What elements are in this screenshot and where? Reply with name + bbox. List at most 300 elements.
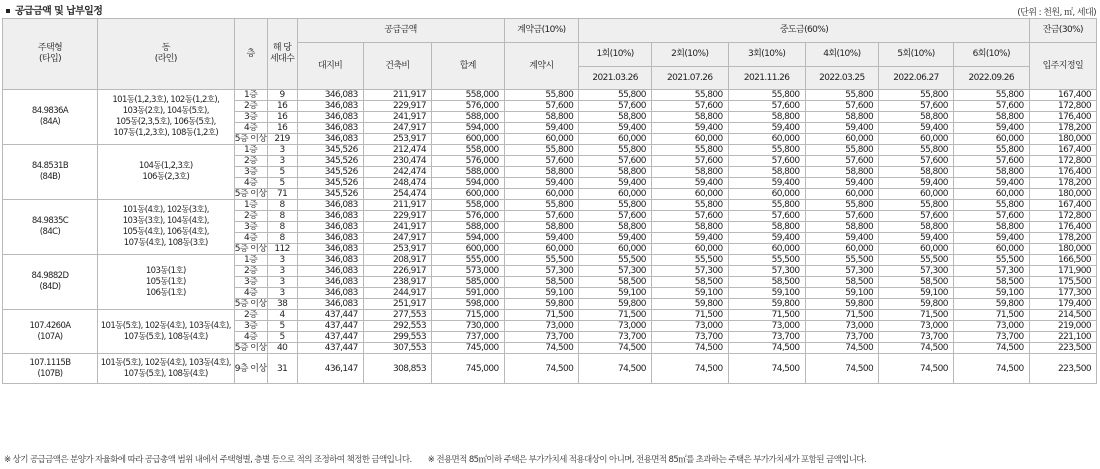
table-row bbox=[3, 310, 1097, 321]
floor-cell: 5층 이상 bbox=[234, 343, 267, 353]
amount-cell: 58,800 bbox=[805, 167, 879, 178]
amount-cell: 55,800 bbox=[879, 145, 954, 156]
households-cell: 4 bbox=[267, 310, 297, 321]
floor-cell: 4층 bbox=[234, 288, 267, 299]
amount-cell: 59,400 bbox=[579, 178, 652, 189]
amount-cell: 598,000 bbox=[432, 299, 505, 310]
amount-cell: 59,400 bbox=[953, 178, 1029, 189]
floor-cell: 2층 bbox=[234, 156, 267, 167]
amount-cell: 58,800 bbox=[504, 112, 579, 123]
amount-cell: 555,000 bbox=[432, 255, 505, 266]
unit-note: (단위 : 천원, ㎡, 세대) bbox=[1017, 8, 1096, 18]
amount-cell: 59,100 bbox=[728, 288, 805, 299]
amount-cell: 59,400 bbox=[504, 123, 579, 134]
amount-cell: 180,000 bbox=[1029, 134, 1096, 145]
amount-cell: 55,800 bbox=[879, 200, 954, 211]
amount-cell: 74,500 bbox=[651, 343, 728, 354]
amount-cell: 558,000 bbox=[432, 90, 505, 101]
amount-cell: 179,400 bbox=[1029, 299, 1096, 310]
amount-cell: 60,000 bbox=[728, 244, 805, 255]
header-middle-payment: 중도금(60%) bbox=[579, 19, 1029, 43]
amount-cell: 57,300 bbox=[504, 266, 579, 277]
floor-cell: 3층 bbox=[234, 167, 267, 178]
amount-cell: 59,400 bbox=[579, 123, 652, 134]
amount-cell: 57,600 bbox=[953, 211, 1029, 222]
amount-cell: 58,800 bbox=[579, 167, 652, 178]
amount-cell: 346,083 bbox=[297, 277, 363, 288]
table-header bbox=[3, 19, 1097, 90]
table-row bbox=[3, 145, 1097, 156]
households-cell: 8 bbox=[267, 200, 297, 211]
floor-cell: 1층 bbox=[234, 255, 267, 266]
amount-cell: 59,100 bbox=[579, 288, 652, 299]
amount-cell: 60,000 bbox=[651, 189, 728, 200]
amount-cell: 60,000 bbox=[805, 189, 879, 200]
amount-cell: 73,700 bbox=[651, 332, 728, 343]
amount-cell: 345,526 bbox=[297, 178, 363, 189]
amount-cell: 59,400 bbox=[953, 233, 1029, 244]
amount-cell: 60,000 bbox=[728, 134, 805, 145]
amount-cell: 73,700 bbox=[504, 332, 579, 343]
amount-cell: 73,700 bbox=[728, 332, 805, 343]
amount-cell: 346,083 bbox=[297, 101, 363, 112]
households-cell: 219 bbox=[267, 134, 297, 145]
table-row bbox=[3, 90, 1097, 101]
header-installment-1: 1회(10%) bbox=[579, 43, 652, 67]
amount-cell: 59,800 bbox=[879, 299, 954, 310]
amount-cell: 58,800 bbox=[879, 167, 954, 178]
amount-cell: 59,400 bbox=[728, 178, 805, 189]
amount-cell: 55,800 bbox=[728, 90, 805, 101]
amount-cell: 73,000 bbox=[728, 321, 805, 332]
table-row bbox=[3, 200, 1097, 211]
amount-cell: 73,000 bbox=[805, 321, 879, 332]
households-cell: 5 bbox=[267, 167, 297, 178]
amount-cell: 211,917 bbox=[363, 90, 431, 101]
amount-cell: 59,800 bbox=[805, 299, 879, 310]
housing-type-cell bbox=[3, 354, 98, 384]
amount-cell: 346,083 bbox=[297, 233, 363, 244]
amount-cell: 600,000 bbox=[432, 244, 505, 255]
amount-cell: 167,400 bbox=[1029, 90, 1096, 101]
amount-cell: 58,500 bbox=[651, 277, 728, 288]
amount-cell: 57,300 bbox=[805, 266, 879, 277]
amount-cell: 180,000 bbox=[1029, 189, 1096, 200]
households-cell: 16 bbox=[267, 112, 297, 123]
amount-cell: 172,800 bbox=[1029, 101, 1096, 112]
households-cell: 38 bbox=[267, 299, 297, 310]
header-households bbox=[267, 19, 297, 90]
header-installment-2: 2회(10%) bbox=[651, 43, 728, 67]
amount-cell: 58,800 bbox=[579, 112, 652, 123]
amount-cell: 55,800 bbox=[728, 200, 805, 211]
building-line-text: 101동(5호), 102동(4호), 103동(4호), 107동(5호), 108동(4호) bbox=[100, 357, 231, 379]
amount-cell: 55,500 bbox=[953, 255, 1029, 266]
amount-cell: 167,400 bbox=[1029, 145, 1096, 156]
amount-cell: 172,800 bbox=[1029, 156, 1096, 167]
amount-cell: 346,083 bbox=[297, 244, 363, 255]
amount-cell: 60,000 bbox=[579, 134, 652, 145]
floor-cell: 2층 bbox=[234, 310, 267, 321]
amount-cell: 71,500 bbox=[504, 310, 579, 321]
amount-cell: 58,800 bbox=[805, 112, 879, 123]
header-deposit-timing: 계약시 bbox=[504, 43, 579, 90]
amount-cell: 58,500 bbox=[728, 277, 805, 288]
amount-cell: 55,800 bbox=[504, 145, 579, 156]
amount-cell: 58,500 bbox=[879, 277, 954, 288]
housing-type-text: 107.4260A (107A) bbox=[29, 320, 71, 342]
amount-cell: 58,800 bbox=[953, 112, 1029, 123]
amount-cell: 346,083 bbox=[297, 266, 363, 277]
amount-cell: 715,000 bbox=[432, 310, 505, 321]
amount-cell: 178,200 bbox=[1029, 233, 1096, 244]
amount-cell: 73,700 bbox=[579, 332, 652, 343]
amount-cell: 60,000 bbox=[651, 244, 728, 255]
amount-cell: 74,500 bbox=[504, 343, 579, 354]
housing-type-cell bbox=[3, 310, 98, 354]
header-construction-cost: 건축비 bbox=[363, 43, 431, 90]
amount-cell: 55,800 bbox=[805, 200, 879, 211]
amount-cell: 55,800 bbox=[651, 145, 728, 156]
households-cell: 16 bbox=[267, 101, 297, 112]
floor-cell: 1층 bbox=[234, 90, 267, 101]
table-body bbox=[3, 90, 1097, 384]
building-line-text: 101동(1,2,3호), 102동(1,2호), 103동(2호), 104동(5호), 105동(2,3,5호), 106동(5호), 107동(1,2,3호), 108동(1,2호) bbox=[112, 95, 220, 138]
amount-cell: 60,000 bbox=[579, 189, 652, 200]
amount-cell: 345,526 bbox=[297, 156, 363, 167]
amount-cell: 60,000 bbox=[504, 134, 579, 145]
amount-cell: 60,000 bbox=[805, 244, 879, 255]
floor-cell: 2층 bbox=[234, 101, 267, 112]
amount-cell: 58,800 bbox=[953, 222, 1029, 233]
amount-cell: 211,917 bbox=[363, 200, 431, 211]
amount-cell: 59,400 bbox=[805, 233, 879, 244]
amount-cell: 59,400 bbox=[651, 233, 728, 244]
amount-cell: 59,400 bbox=[728, 233, 805, 244]
amount-cell: 346,083 bbox=[297, 200, 363, 211]
amount-cell: 576,000 bbox=[432, 211, 505, 222]
amount-cell: 594,000 bbox=[432, 123, 505, 134]
amount-cell: 74,500 bbox=[579, 343, 652, 354]
amount-cell: 74,500 bbox=[728, 354, 805, 384]
amount-cell: 57,600 bbox=[651, 101, 728, 112]
amount-cell: 600,000 bbox=[432, 189, 505, 200]
amount-cell: 436,147 bbox=[297, 354, 363, 384]
amount-cell: 59,100 bbox=[805, 288, 879, 299]
floor-cell: 5층 이상 bbox=[234, 299, 267, 309]
amount-cell: 346,083 bbox=[297, 255, 363, 266]
amount-cell: 55,800 bbox=[728, 145, 805, 156]
amount-cell: 73,000 bbox=[651, 321, 728, 332]
amount-cell: 55,800 bbox=[579, 145, 652, 156]
amount-cell: 230,474 bbox=[363, 156, 431, 167]
amount-cell: 576,000 bbox=[432, 156, 505, 167]
amount-cell: 214,500 bbox=[1029, 310, 1096, 321]
households-cell: 71 bbox=[267, 189, 297, 200]
amount-cell: 57,600 bbox=[728, 211, 805, 222]
amount-cell: 277,553 bbox=[363, 310, 431, 321]
amount-cell: 55,800 bbox=[953, 200, 1029, 211]
households-cell: 16 bbox=[267, 123, 297, 134]
floor-cell: 4층 bbox=[234, 178, 267, 189]
amount-cell: 242,474 bbox=[363, 167, 431, 178]
amount-cell: 60,000 bbox=[579, 244, 652, 255]
amount-cell: 58,500 bbox=[504, 277, 579, 288]
amount-cell: 57,300 bbox=[953, 266, 1029, 277]
price-schedule-table bbox=[2, 18, 1097, 384]
amount-cell: 59,400 bbox=[651, 123, 728, 134]
amount-cell: 437,447 bbox=[297, 321, 363, 332]
households-cell: 31 bbox=[267, 354, 297, 384]
amount-cell: 219,000 bbox=[1029, 321, 1096, 332]
amount-cell: 55,500 bbox=[579, 255, 652, 266]
amount-cell: 745,000 bbox=[432, 354, 505, 384]
amount-cell: 600,000 bbox=[432, 134, 505, 145]
amount-cell: 437,447 bbox=[297, 343, 363, 354]
amount-cell: 71,500 bbox=[651, 310, 728, 321]
amount-cell: 71,500 bbox=[728, 310, 805, 321]
amount-cell: 437,447 bbox=[297, 332, 363, 343]
building-line-cell bbox=[97, 200, 234, 255]
amount-cell: 178,200 bbox=[1029, 123, 1096, 134]
header-building-text: 동 (라인) bbox=[154, 43, 177, 64]
amount-cell: 238,917 bbox=[363, 277, 431, 288]
amount-cell: 60,000 bbox=[953, 244, 1029, 255]
amount-cell: 58,800 bbox=[728, 222, 805, 233]
amount-cell: 588,000 bbox=[432, 222, 505, 233]
floor-cell: 5층 이상 bbox=[234, 189, 267, 199]
amount-cell: 74,500 bbox=[728, 343, 805, 354]
floor-cell: 9층 이상 bbox=[234, 354, 267, 384]
housing-type-text: 84.9835C (84C) bbox=[31, 216, 69, 237]
amount-cell: 59,400 bbox=[879, 178, 954, 189]
header-installment-4-date: 2022.03.25 bbox=[805, 67, 879, 90]
floor-cell: 5층 이상 bbox=[234, 134, 267, 144]
floor-cell: 3층 bbox=[234, 321, 267, 332]
floor-cell: 3층 bbox=[234, 112, 267, 123]
amount-cell: 60,000 bbox=[651, 134, 728, 145]
header-floor: 층 bbox=[234, 19, 267, 90]
amount-cell: 60,000 bbox=[879, 189, 954, 200]
amount-cell: 55,800 bbox=[953, 90, 1029, 101]
amount-cell: 55,800 bbox=[805, 145, 879, 156]
header-households-text: 해 당 세대수 bbox=[269, 43, 295, 64]
housing-type-text: 107.1115B (107B) bbox=[29, 357, 71, 379]
amount-cell: 74,500 bbox=[504, 354, 579, 384]
amount-cell: 594,000 bbox=[432, 233, 505, 244]
amount-cell: 60,000 bbox=[805, 134, 879, 145]
amount-cell: 59,400 bbox=[879, 233, 954, 244]
amount-cell: 737,000 bbox=[432, 332, 505, 343]
amount-cell: 172,800 bbox=[1029, 211, 1096, 222]
amount-cell: 73,000 bbox=[504, 321, 579, 332]
header-balance: 잔금(30%) bbox=[1029, 19, 1096, 43]
amount-cell: 248,474 bbox=[363, 178, 431, 189]
amount-cell: 55,500 bbox=[879, 255, 954, 266]
amount-cell: 57,600 bbox=[504, 156, 579, 167]
amount-cell: 591,000 bbox=[432, 288, 505, 299]
amount-cell: 178,200 bbox=[1029, 178, 1096, 189]
amount-cell: 59,400 bbox=[504, 233, 579, 244]
amount-cell: 573,000 bbox=[432, 266, 505, 277]
amount-cell: 58,500 bbox=[579, 277, 652, 288]
amount-cell: 60,000 bbox=[504, 244, 579, 255]
header-installment-6: 6회(10%) bbox=[953, 43, 1029, 67]
amount-cell: 308,853 bbox=[363, 354, 431, 384]
amount-cell: 74,500 bbox=[879, 354, 954, 384]
amount-cell: 229,917 bbox=[363, 101, 431, 112]
floor-cell: 4층 bbox=[234, 123, 267, 134]
households-cell: 5 bbox=[267, 178, 297, 189]
amount-cell: 60,000 bbox=[879, 134, 954, 145]
header-building bbox=[97, 19, 234, 90]
amount-cell: 346,083 bbox=[297, 211, 363, 222]
amount-cell: 57,300 bbox=[728, 266, 805, 277]
housing-type-text: 84.9882D (84D) bbox=[31, 271, 69, 292]
amount-cell: 588,000 bbox=[432, 167, 505, 178]
amount-cell: 167,400 bbox=[1029, 200, 1096, 211]
amount-cell: 57,600 bbox=[879, 101, 954, 112]
amount-cell: 58,800 bbox=[879, 222, 954, 233]
header-installment-1-date: 2021.03.26 bbox=[579, 67, 652, 90]
amount-cell: 59,400 bbox=[728, 123, 805, 134]
header-installment-4: 4회(10%) bbox=[805, 43, 879, 67]
header-installment-5-date: 2022.06.27 bbox=[879, 67, 954, 90]
amount-cell: 58,800 bbox=[651, 112, 728, 123]
amount-cell: 71,500 bbox=[579, 310, 652, 321]
header-housing-type-text: 주택형 (타입) bbox=[37, 43, 63, 64]
amount-cell: 74,500 bbox=[805, 354, 879, 384]
amount-cell: 208,917 bbox=[363, 255, 431, 266]
amount-cell: 345,526 bbox=[297, 167, 363, 178]
amount-cell: 58,800 bbox=[805, 222, 879, 233]
amount-cell: 253,917 bbox=[363, 134, 431, 145]
amount-cell: 55,800 bbox=[504, 90, 579, 101]
amount-cell: 57,600 bbox=[953, 101, 1029, 112]
amount-cell: 58,800 bbox=[579, 222, 652, 233]
amount-cell: 74,500 bbox=[651, 354, 728, 384]
amount-cell: 176,400 bbox=[1029, 222, 1096, 233]
header-supply-price: 공급금액 bbox=[297, 19, 504, 43]
households-cell: 8 bbox=[267, 211, 297, 222]
housing-type-cell bbox=[3, 200, 98, 255]
amount-cell: 745,000 bbox=[432, 343, 505, 354]
amount-cell: 175,500 bbox=[1029, 277, 1096, 288]
amount-cell: 71,500 bbox=[805, 310, 879, 321]
amount-cell: 74,500 bbox=[953, 354, 1029, 384]
amount-cell: 58,800 bbox=[504, 167, 579, 178]
footnotes bbox=[4, 453, 866, 465]
amount-cell: 346,083 bbox=[297, 134, 363, 145]
amount-cell: 241,917 bbox=[363, 112, 431, 123]
floor-cell: 5층 이상 bbox=[234, 244, 267, 254]
households-cell: 3 bbox=[267, 255, 297, 266]
households-cell: 3 bbox=[267, 156, 297, 167]
header-land-cost: 대지비 bbox=[297, 43, 363, 90]
amount-cell: 73,000 bbox=[953, 321, 1029, 332]
header-installment-3-date: 2021.11.26 bbox=[728, 67, 805, 90]
amount-cell: 57,600 bbox=[504, 211, 579, 222]
amount-cell: 346,083 bbox=[297, 222, 363, 233]
amount-cell: 57,600 bbox=[805, 101, 879, 112]
amount-cell: 55,800 bbox=[651, 200, 728, 211]
amount-cell: 58,500 bbox=[805, 277, 879, 288]
building-line-cell bbox=[97, 90, 234, 145]
amount-cell: 558,000 bbox=[432, 200, 505, 211]
header-installment-3: 3회(10%) bbox=[728, 43, 805, 67]
amount-cell: 57,600 bbox=[728, 156, 805, 167]
amount-cell: 57,600 bbox=[651, 211, 728, 222]
amount-cell: 73,700 bbox=[805, 332, 879, 343]
amount-cell: 55,800 bbox=[953, 145, 1029, 156]
amount-cell: 57,600 bbox=[651, 156, 728, 167]
amount-cell: 59,800 bbox=[651, 299, 728, 310]
amount-cell: 176,400 bbox=[1029, 167, 1096, 178]
floor-cell: 4층 bbox=[234, 233, 267, 244]
section-title-text: 공급금액 및 납부일정 bbox=[15, 6, 103, 17]
table-row bbox=[3, 354, 1097, 384]
amount-cell: 346,083 bbox=[297, 288, 363, 299]
section-title bbox=[6, 2, 102, 17]
amount-cell: 55,500 bbox=[805, 255, 879, 266]
amount-cell: 59,400 bbox=[805, 178, 879, 189]
households-cell: 40 bbox=[267, 343, 297, 354]
header-installment-5: 5회(10%) bbox=[879, 43, 954, 67]
households-cell: 3 bbox=[267, 288, 297, 299]
amount-cell: 55,500 bbox=[651, 255, 728, 266]
footnote-1: ※ 상기 공급금액은 분양가 자율화에 따라 공급총액 범위 내에서 주택형별, 층별 등으로 적의 조정하여 책정한 금액입니다. bbox=[4, 455, 412, 465]
header-housing-type bbox=[3, 19, 98, 90]
amount-cell: 254,474 bbox=[363, 189, 431, 200]
amount-cell: 229,917 bbox=[363, 211, 431, 222]
header-installment-2-date: 2021.07.26 bbox=[651, 67, 728, 90]
households-cell: 9 bbox=[267, 90, 297, 101]
amount-cell: 60,000 bbox=[728, 189, 805, 200]
amount-cell: 73,000 bbox=[879, 321, 954, 332]
amount-cell: 166,500 bbox=[1029, 255, 1096, 266]
amount-cell: 57,600 bbox=[879, 211, 954, 222]
amount-cell: 241,917 bbox=[363, 222, 431, 233]
amount-cell: 59,800 bbox=[579, 299, 652, 310]
housing-type-cell bbox=[3, 90, 98, 145]
header-installment-6-date: 2022.09.26 bbox=[953, 67, 1029, 90]
households-cell: 112 bbox=[267, 244, 297, 255]
amount-cell: 57,300 bbox=[579, 266, 652, 277]
amount-cell: 58,800 bbox=[728, 112, 805, 123]
amount-cell: 558,000 bbox=[432, 145, 505, 156]
building-line-text: 104동(1,2,3호) 106동(2,3호) bbox=[138, 161, 193, 182]
housing-type-text: 84.9836A (84A) bbox=[31, 106, 69, 127]
amount-cell: 57,600 bbox=[805, 156, 879, 167]
amount-cell: 57,600 bbox=[504, 101, 579, 112]
amount-cell: 60,000 bbox=[953, 134, 1029, 145]
amount-cell: 57,600 bbox=[579, 211, 652, 222]
amount-cell: 585,000 bbox=[432, 277, 505, 288]
households-cell: 3 bbox=[267, 145, 297, 156]
header-move-in-date: 입주지정일 bbox=[1029, 43, 1096, 90]
amount-cell: 59,800 bbox=[953, 299, 1029, 310]
building-line-text: 103동(1호) 105동(1호) 106동(1호) bbox=[145, 265, 186, 298]
amount-cell: 57,600 bbox=[805, 211, 879, 222]
floor-cell: 4층 bbox=[234, 332, 267, 343]
amount-cell: 588,000 bbox=[432, 112, 505, 123]
header-total: 합계 bbox=[432, 43, 505, 90]
housing-type-cell bbox=[3, 255, 98, 310]
amount-cell: 594,000 bbox=[432, 178, 505, 189]
amount-cell: 55,800 bbox=[651, 90, 728, 101]
amount-cell: 299,553 bbox=[363, 332, 431, 343]
amount-cell: 59,800 bbox=[504, 299, 579, 310]
